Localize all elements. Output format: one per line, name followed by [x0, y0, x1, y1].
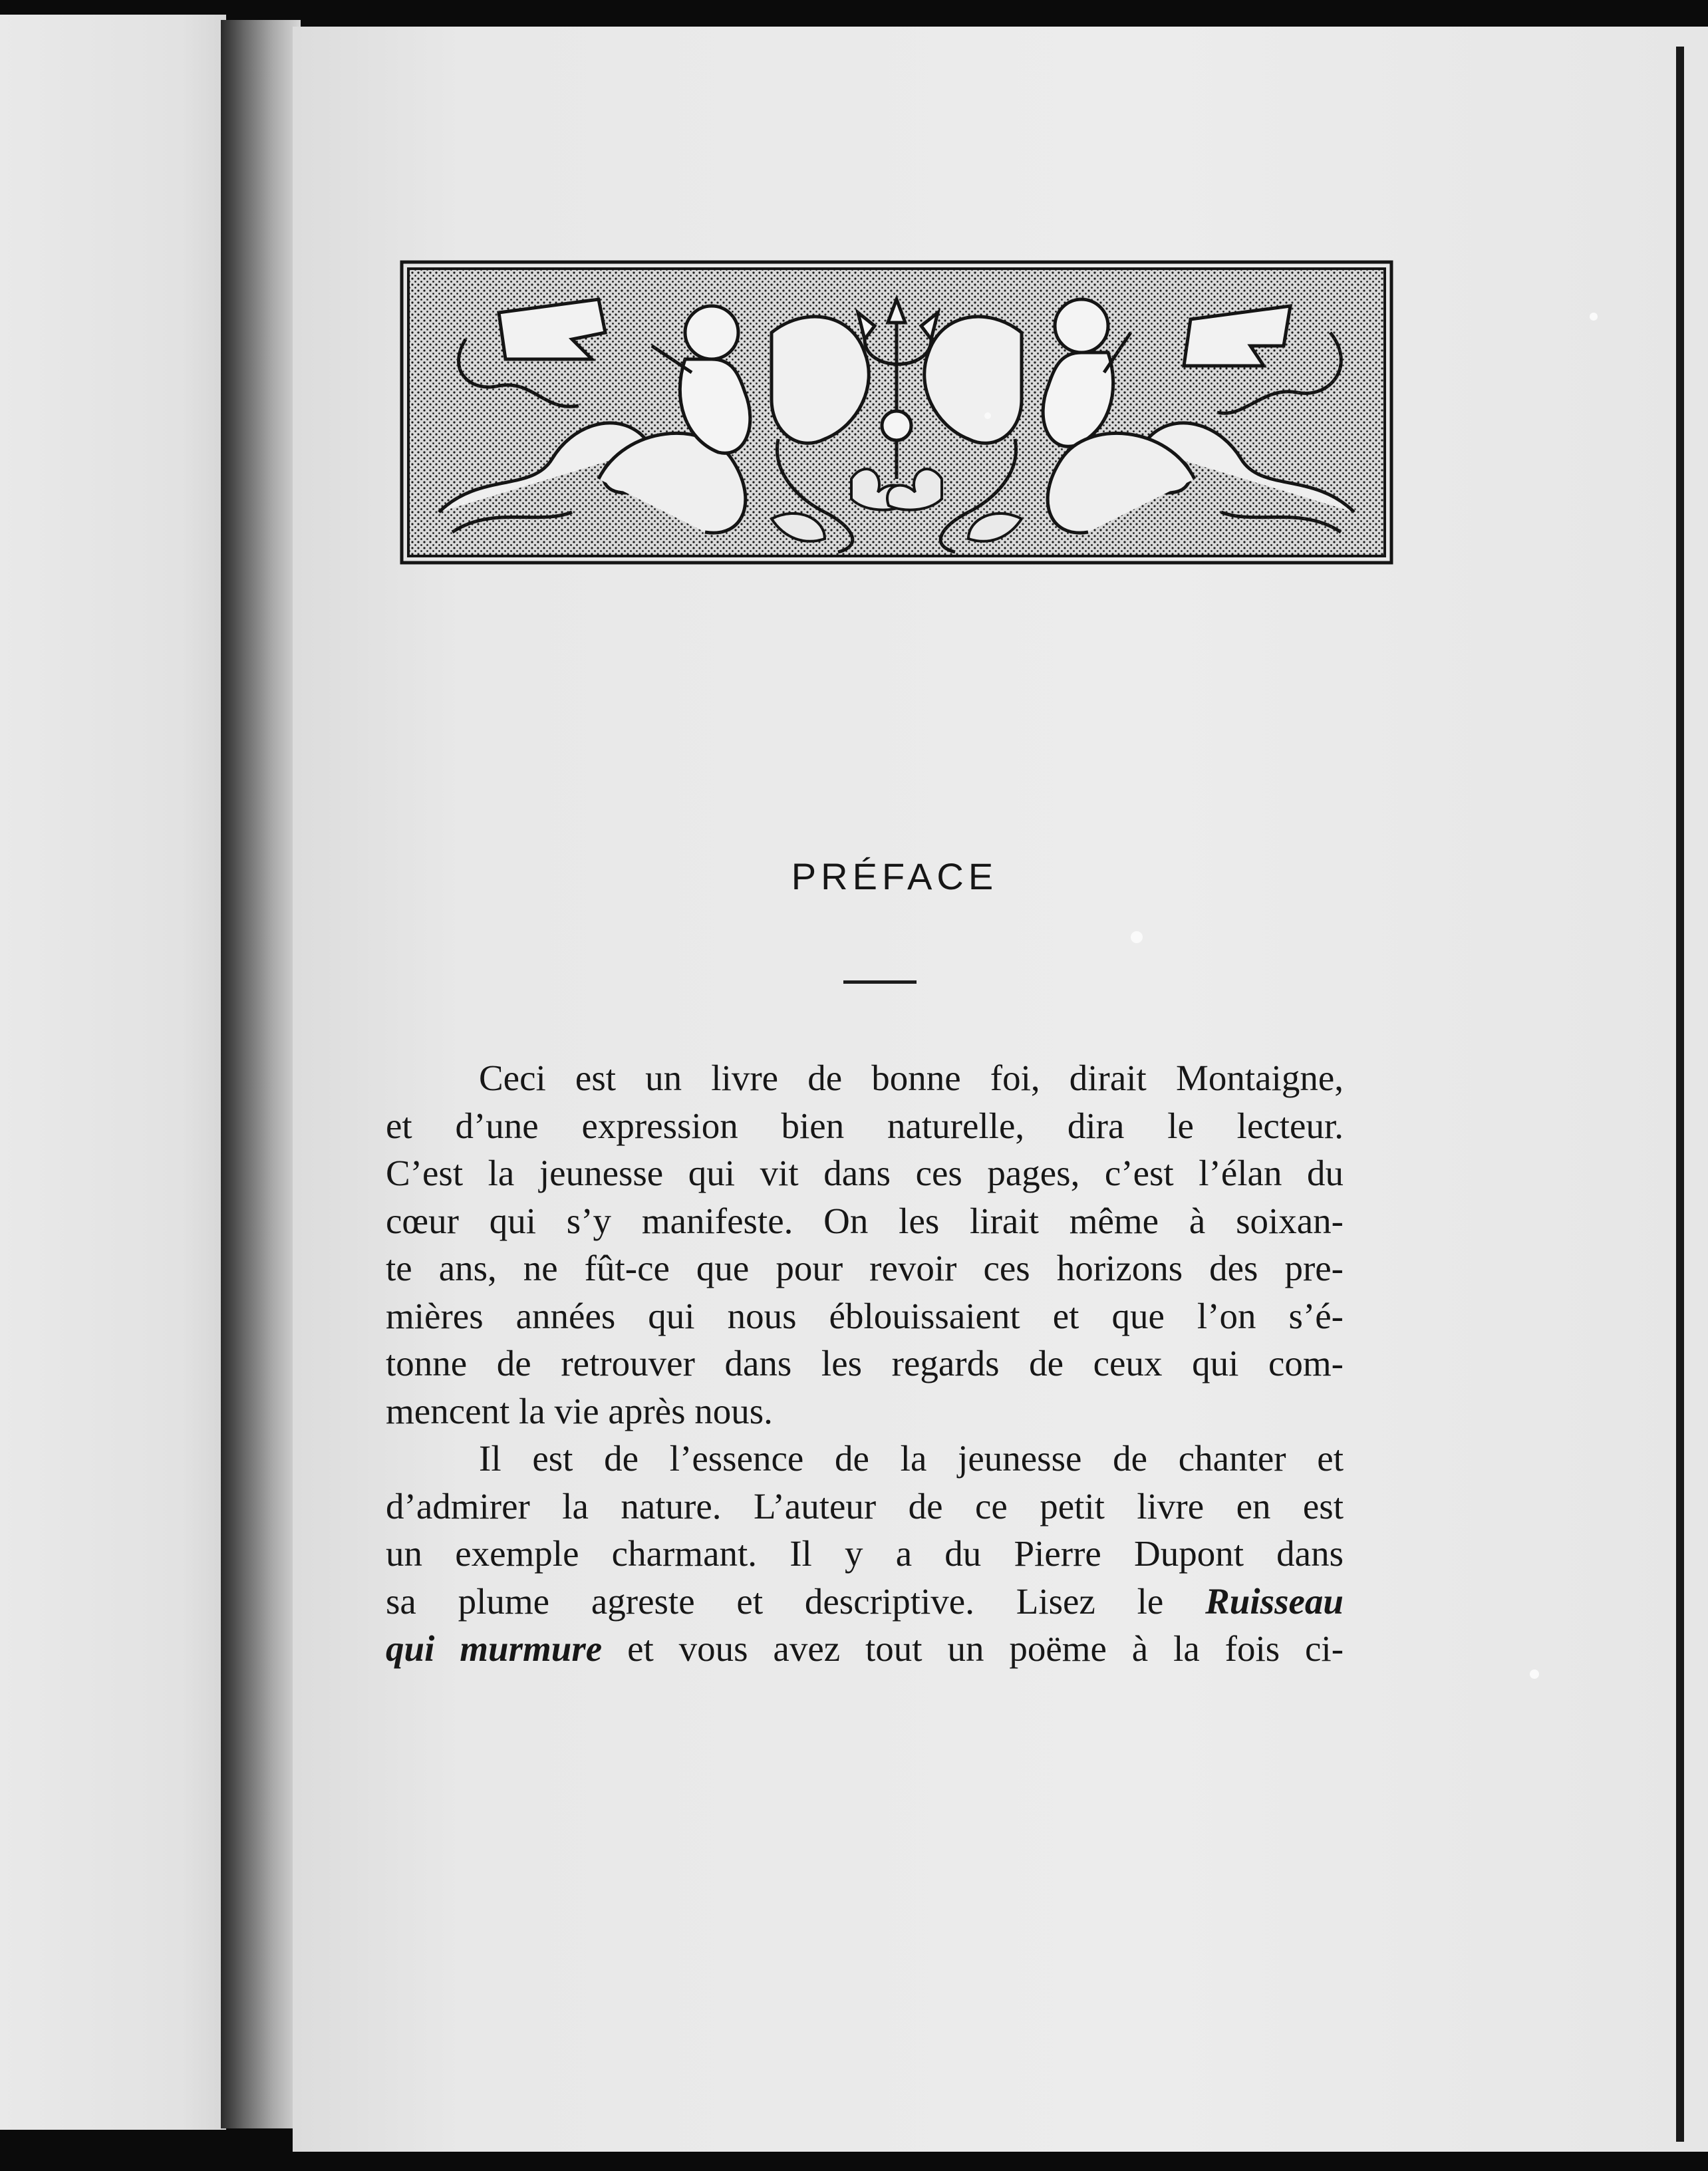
gutter-shadow — [221, 20, 301, 2128]
text-line: et d’une expression bien naturelle, dira le lecteur. — [386, 1105, 1344, 1146]
text-line: C’est la jeunesse qui vit dans ces pages, c’est l’élan du — [386, 1153, 1344, 1193]
text-fragment: sa plume agreste et descriptive. Lisez le — [386, 1580, 1164, 1622]
scan-speck — [1590, 313, 1598, 321]
title-rule — [843, 980, 917, 984]
text-line: te ans, ne fût-ce que pour revoir ces horizons des pre- — [386, 1248, 1344, 1288]
italic-title: qui murmure — [386, 1628, 603, 1669]
scan-speck — [1131, 931, 1143, 943]
text-line: mencent la vie après nous. — [386, 1390, 773, 1431]
italic-title: Ruisseau — [1205, 1580, 1344, 1622]
text-line: un exemple charmant. Il y a du Pierre Dupont dans — [386, 1533, 1344, 1574]
text-line: cœur qui s’y manifeste. On les lirait même à soixan- — [386, 1200, 1344, 1241]
text-line: d’admirer la nature. L’auteur de ce petit livre en est — [386, 1485, 1344, 1526]
left-page-edge — [0, 15, 226, 2130]
text-line: mières années qui nous éblouissaient et que l’on s’é- — [386, 1295, 1344, 1336]
text-line-with-title — [386, 1625, 1344, 1673]
text-fragment: et vous avez tout un poëme à la fois ci- — [627, 1628, 1344, 1669]
text-line: Il est de l’essence de la jeunesse de chanter et — [479, 1438, 1344, 1479]
page-edge-shadow — [1676, 47, 1684, 2142]
scan-speck — [1530, 1669, 1539, 1679]
text-line-with-title — [386, 1578, 1344, 1626]
preface-text — [386, 1054, 1344, 1673]
text-line: tonne de retrouver dans les regards de ceux qui com- — [386, 1343, 1344, 1383]
text-line: Ceci est un livre de bonne foi, dirait Montaigne, — [479, 1058, 1344, 1098]
page-title: PRÉFACE — [791, 855, 998, 897]
scan-speck — [984, 412, 991, 419]
ornamental-headpiece — [399, 259, 1394, 565]
